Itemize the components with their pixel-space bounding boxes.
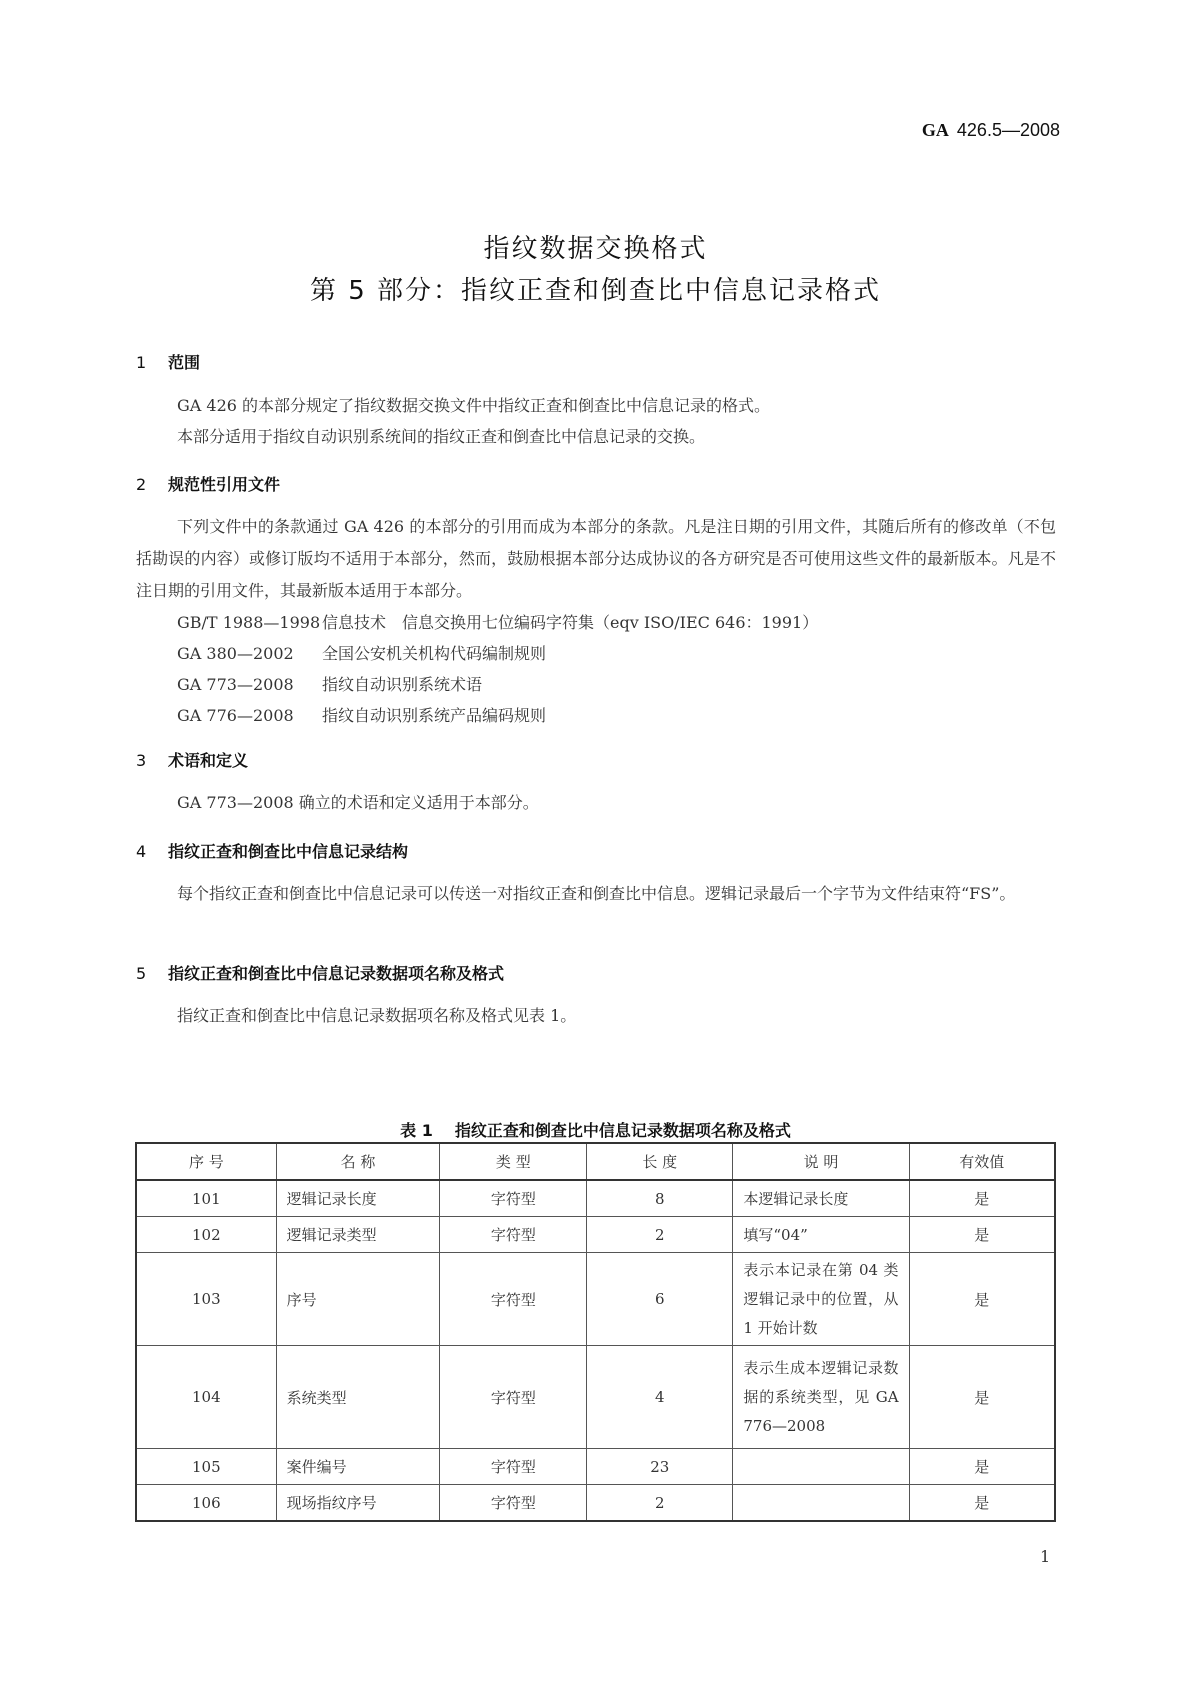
table-row: 101 逻辑记录长度 字符型 8 本逻辑记录长度 是: [136, 1180, 1055, 1217]
document-title: 指纹数据交换格式: [483, 234, 708, 264]
column-header: 名 称: [276, 1143, 440, 1180]
table-row: 105 案件编号 字符型 23 是: [136, 1449, 1055, 1485]
section-heading-4: 4 指纹正查和倒查比中信息记录结构: [136, 842, 409, 861]
column-header: 说 明: [733, 1143, 909, 1180]
table-row: 104 系统类型 字符型 4 表示生成本逻辑记录数据的系统类型，见 GA 776—2008 是: [136, 1346, 1055, 1449]
column-header: 有效值: [909, 1143, 1055, 1180]
standard-number: 426.5—2008: [956, 120, 1060, 140]
column-header: 序 号: [136, 1143, 276, 1180]
column-header: 长 度: [587, 1143, 733, 1180]
standard-prefix: GA: [921, 120, 949, 140]
paragraph: 下列文件中的条款通过 GA 426 的本部分的引用而成为本部分的条款。凡是注日期的引用文件，其随后所有的修改单（不包括勘误的内容）或修订版均不适用于本部分，然而，鼓励根据本部分达成协议的各方研究是否可使用这些文件的最新版本。凡是不注日期的引用文件，其最新版本适用于本部分。: [136, 517, 1056, 600]
section-heading-5: 5 指纹正查和倒查比中信息记录数据项名称及格式: [136, 964, 505, 983]
reference-item: GA 776—2008 指纹自动识别系统产品编码规则: [177, 706, 547, 725]
reference-item: GA 773—2008 指纹自动识别系统术语: [177, 675, 483, 694]
table-row: 103 序号 字符型 6 表示本记录在第 04 类逻辑记录中的位置，从 1 开始计数 是: [136, 1253, 1055, 1346]
paragraph: 指纹正查和倒查比中信息记录数据项名称及格式见表 1。: [177, 1006, 577, 1025]
paragraph: 每个指纹正查和倒查比中信息记录可以传送一对指纹正查和倒查比中信息。逻辑记录最后一个字节为文件结束符“FS”。: [177, 884, 1016, 903]
reference-item: GB/T 1988—1998 信息技术 信息交换用七位编码字符集（eqv ISO/IEC 646：1991）: [177, 613, 819, 632]
table-row: 106 现场指纹序号 字符型 2 是: [136, 1485, 1055, 1522]
section-heading-2: 2 规范性引用文件: [136, 475, 281, 494]
standard-code: [922, 120, 1060, 141]
table-row: 102 逻辑记录类型 字符型 2 填写“04” 是: [136, 1217, 1055, 1253]
column-header: 类 型: [440, 1143, 587, 1180]
paragraph: 本部分适用于指纹自动识别系统间的指纹正查和倒查比中信息记录的交换。: [177, 427, 706, 446]
table-header-row: [136, 1143, 1055, 1180]
section-heading-1: 1 范围: [136, 353, 201, 372]
paragraph: GA 773—2008 确立的术语和定义适用于本部分。: [177, 793, 539, 812]
reference-item: GA 380—2002 全国公安机关机构代码编制规则: [177, 644, 547, 663]
table-caption: 表 1 指纹正查和倒查比中信息记录数据项名称及格式: [400, 1121, 791, 1140]
document-subtitle: 第 5 部分：指纹正查和倒查比中信息记录格式: [309, 276, 882, 306]
data-item-table: [135, 1142, 1056, 1522]
page-number: 1: [1040, 1547, 1051, 1566]
paragraph: GA 426 的本部分规定了指纹数据交换文件中指纹正查和倒查比中信息记录的格式。: [177, 396, 771, 415]
section-heading-3: 3 术语和定义: [136, 751, 249, 770]
